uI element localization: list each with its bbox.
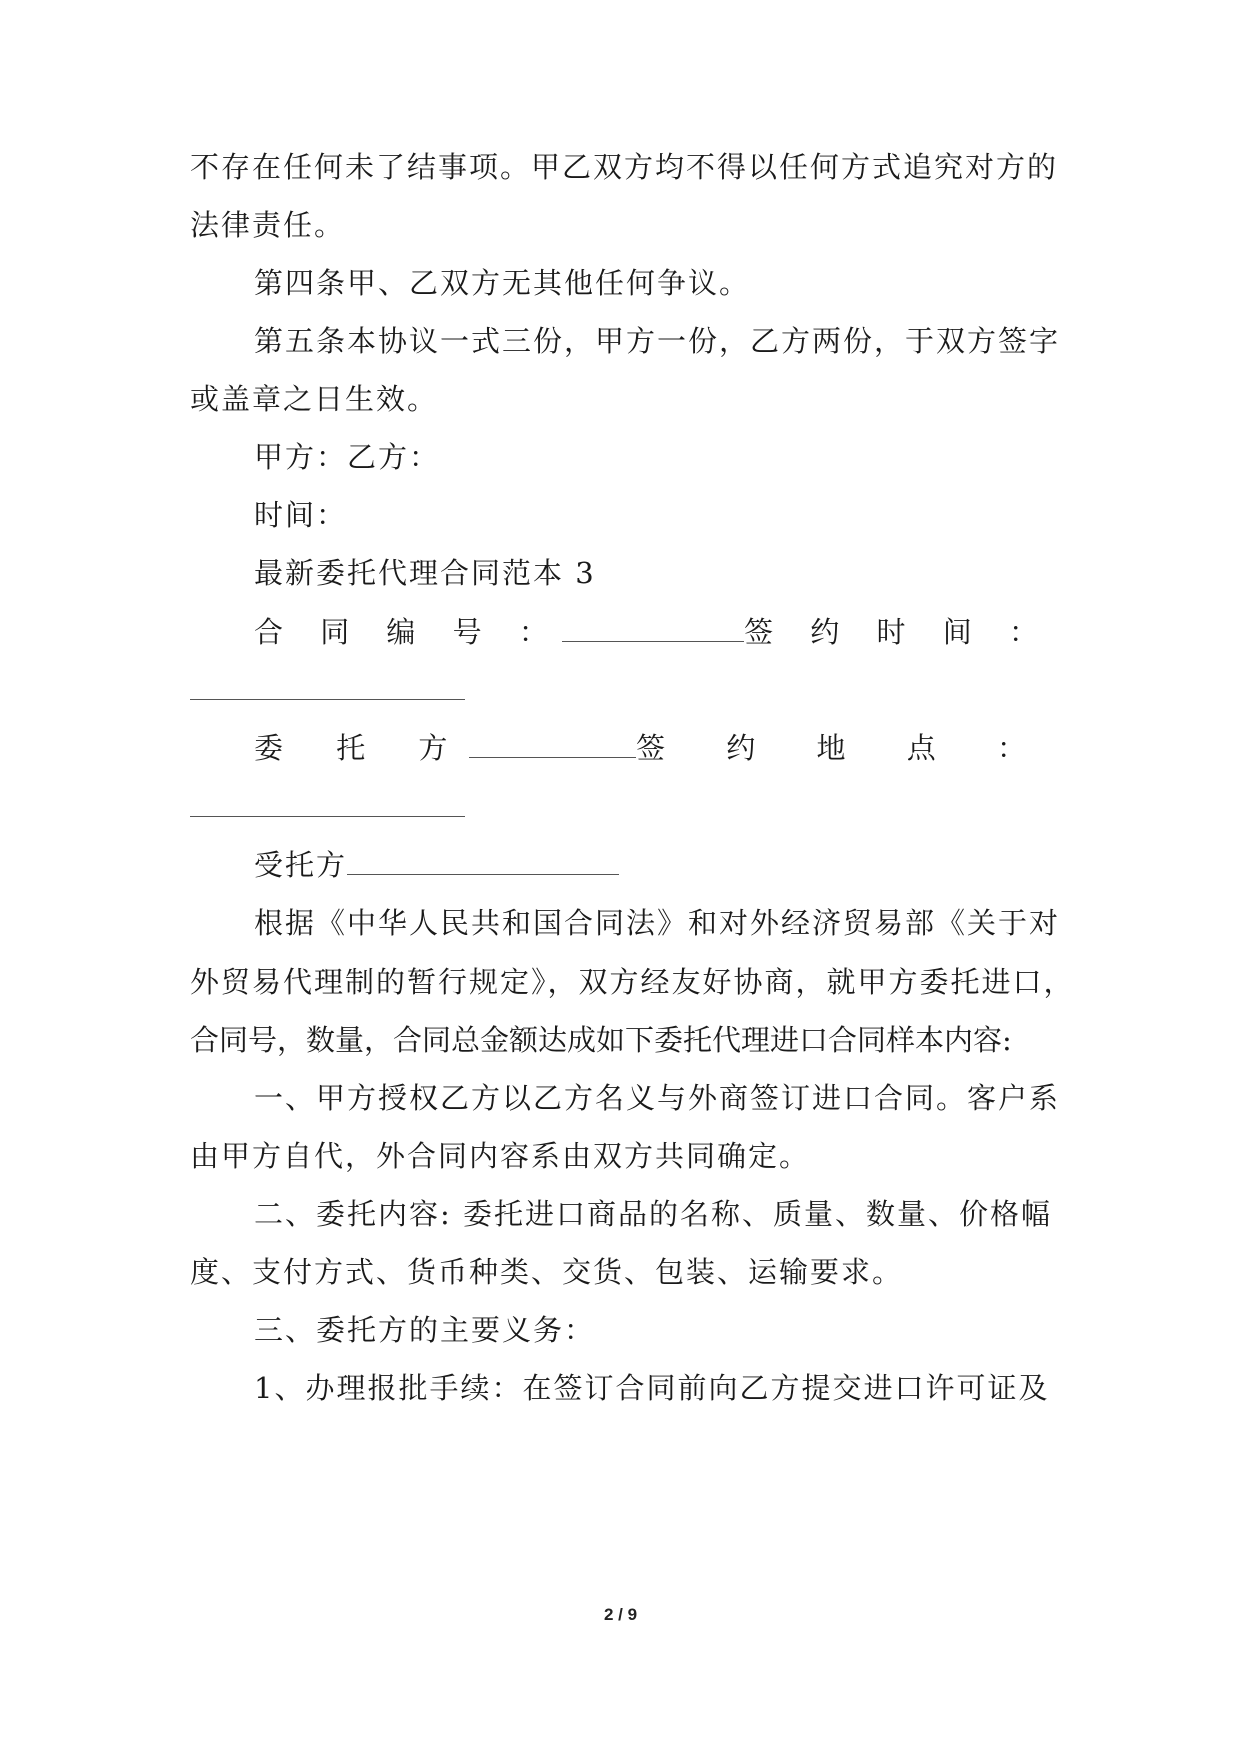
section-title: 最新委托代理合同范本 3 <box>254 556 596 590</box>
paragraph-line: 第四条甲、乙双方无其他任何争议。 <box>254 266 751 300</box>
agent-blank <box>347 848 619 875</box>
client-label: 委 托 方 <box>254 731 470 765</box>
sign-time-blank <box>190 698 465 700</box>
page-number: 2 / 9 <box>603 1605 638 1624</box>
agent-row <box>254 845 619 885</box>
sign-place-blank <box>190 815 465 817</box>
paragraph-line: 第五条本协议一式三份，甲方一份，乙方两份，于双方签字 <box>254 324 1061 358</box>
contract-no-row <box>254 612 1052 652</box>
contract-no-blank <box>562 615 744 642</box>
paragraph-line: 三、委托方的主要义务： <box>254 1313 596 1347</box>
paragraph-line: 由甲方自代，外合同内容系由双方共同确定。 <box>190 1139 811 1173</box>
contract-no-label: 合 同 编 号 ： <box>254 615 562 649</box>
paragraph-line: 度、支付方式、货币种类、交货、包装、运输要求。 <box>190 1255 904 1289</box>
signature-time: 时间： <box>254 498 348 532</box>
paragraph-line: 一、甲方授权乙方以乙方名义与外商签订进口合同。客户系 <box>254 1081 1061 1115</box>
paragraph-line: 二、委托内容: 委托进口商品的名称、质量、数量、价格幅 <box>254 1197 1052 1231</box>
paragraph-line: 法律责任。 <box>190 208 346 242</box>
client-row <box>254 728 1052 768</box>
paragraph-line: 合同号，数量，合同总金额达成如下委托代理进口合同样本内容: <box>190 1023 1012 1057</box>
agent-label: 受托方 <box>254 848 348 882</box>
paragraph-line: 外贸易代理制的暂行规定》，双方经友好协商，就甲方委托进口， <box>190 965 1075 999</box>
sign-place-label: 签 约 地 点 ： <box>636 731 1052 765</box>
paragraph-line: 不存在任何未了结事项。甲乙双方均不得以任何方式追究对方的 <box>190 150 1059 184</box>
signature-parties: 甲方：乙方： <box>254 440 441 474</box>
paragraph-line: 根据《中华人民共和国合同法》和对外经济贸易部《关于对 <box>254 906 1061 940</box>
client-blank <box>469 731 636 758</box>
paragraph-line: 1、办理报批手续：在签订合同前向乙方提交进口许可证及 <box>254 1371 1050 1405</box>
sign-time-label: 签 约 时 间 ： <box>744 615 1052 649</box>
paragraph-line: 或盖章之日生效。 <box>190 382 439 416</box>
